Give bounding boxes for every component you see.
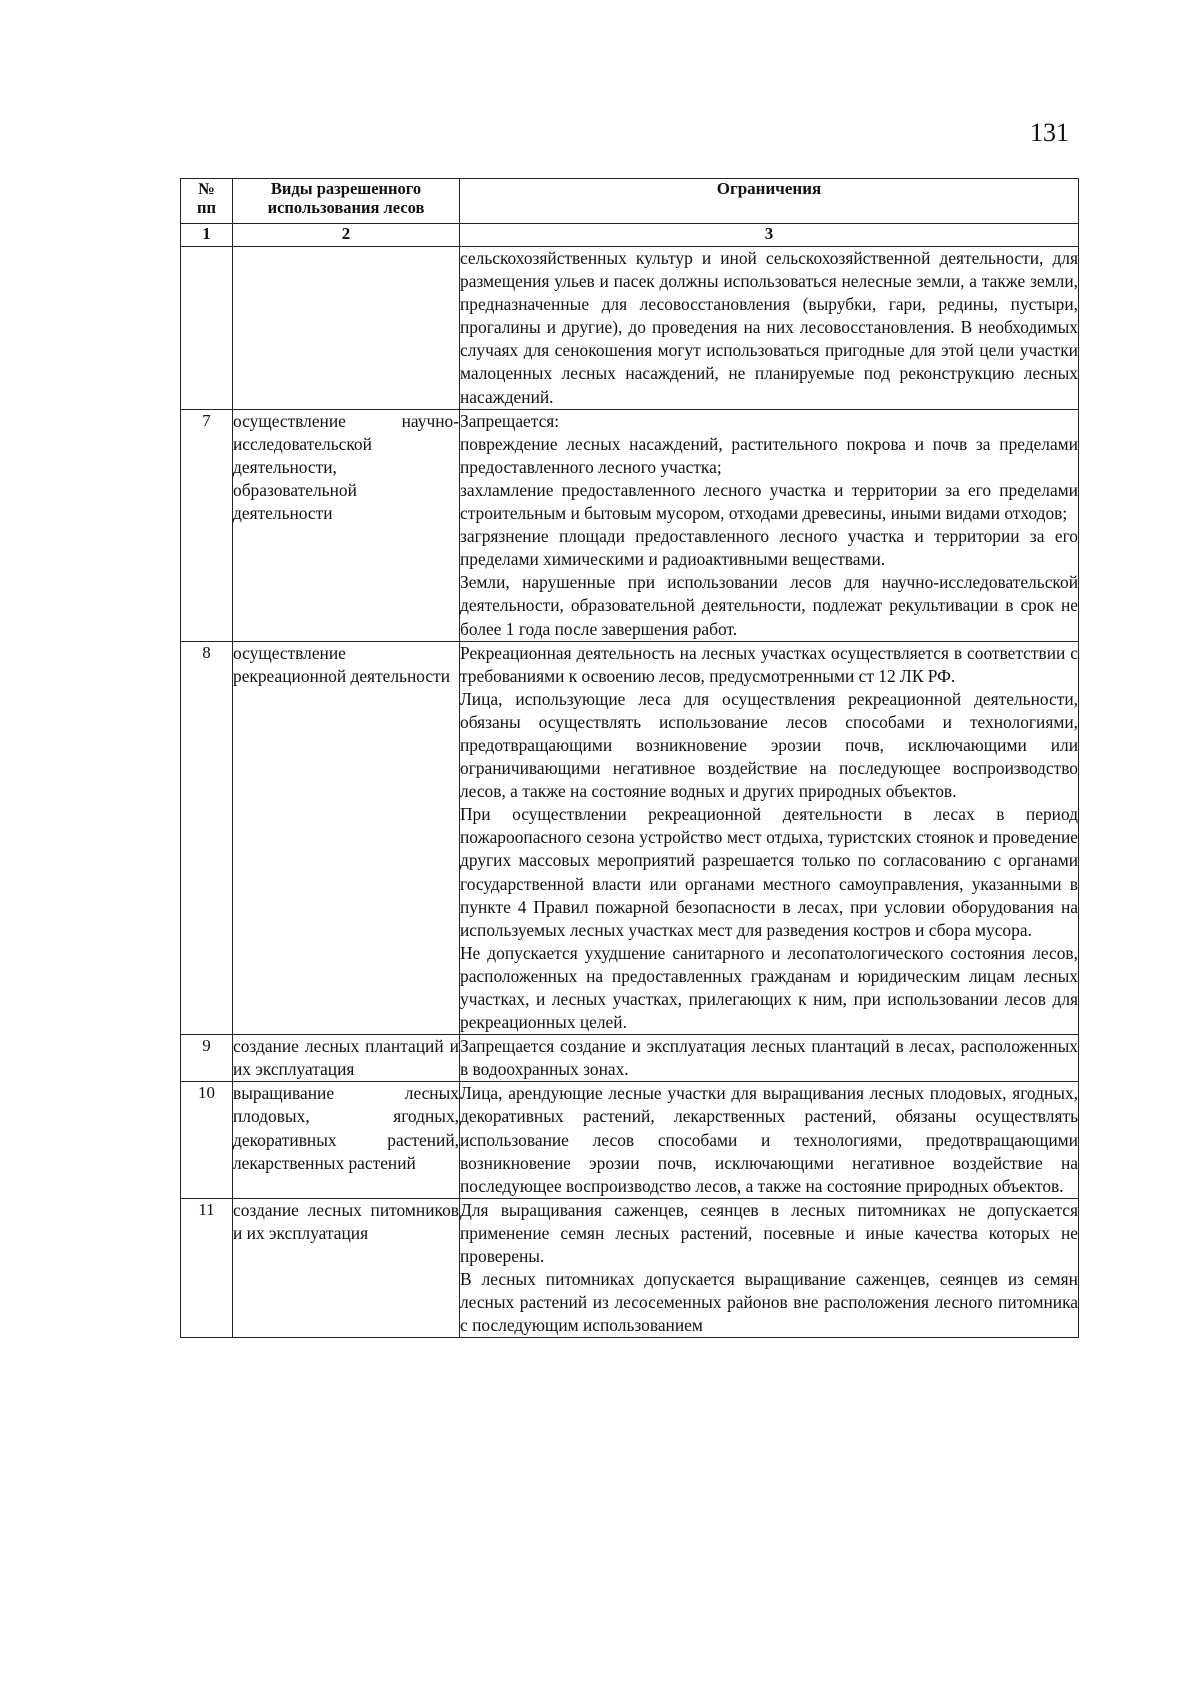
row-usage-kind: создание лесных питомников и их эксплуатация: [233, 1198, 460, 1338]
row-restrictions: [460, 1082, 1079, 1198]
restriction-paragraph: загрязнение площади предоставленного лесного участка и территории за его пределами химическими и радиоактивными веществами.: [460, 526, 1078, 570]
col-number-2: 2: [233, 224, 460, 247]
table-row: [181, 1082, 1079, 1198]
page-number: 131: [1030, 118, 1069, 147]
restriction-paragraph: Для выращивания саженцев, сеянцев в лесных питомниках не допускается применение семян лесных растений, посевные и иные качества которых не проверены.: [460, 1199, 1078, 1267]
row-number: [181, 247, 233, 410]
header-kind-line2: использования лесов: [267, 198, 425, 217]
row-number: 11: [181, 1198, 233, 1338]
restriction-paragraph: Земли, нарушенные при использовании лесов для научно-исследовательской деятельности, образовательной деятельности, подлежат рекультивации в срок не более 1 года после завершения работ.: [460, 572, 1078, 639]
row-restrictions: [460, 409, 1079, 641]
restriction-paragraph: При осуществлении рекреационной деятельности в лесах в период пожароопасного сезона устройство мест отдыха, туристских стоянок и проведение других массовых мероприятий разрешается только по согласованию с органами государственной власти или органами местного самоуправления, указанными в пункте 4 Правил пожарной безопасности в лесах, при условии оборудования на используемых лесных участках мест для разведения костров и сбора мусора.: [460, 804, 1078, 940]
header-number-line2: пп: [196, 198, 216, 217]
restriction-paragraph: повреждение лесных насаждений, растительного покрова и почв за пределами предоставленного лесного участка;: [460, 433, 1078, 477]
table-row: [181, 1198, 1079, 1338]
restriction-paragraph: сельскохозяйственных культур и иной сельскохозяйственной деятельности, для размещения ульев и пасек должны использоваться нелесные земли, а также земли, предназначенные для лесовосстановления (вырубки, гари, редины, пустыри, прогалины и другие), до проведения на них лесовосстановления. В необходимых случаях для сенокошения могут использоваться пригодные для этой цели участки малоценных лесных насаждений, не планируемые под реконструкцию лесных насаждений.: [460, 248, 1078, 407]
row-restrictions: [460, 1198, 1079, 1338]
row-restrictions: [460, 1035, 1079, 1082]
row-number: 10: [181, 1082, 233, 1198]
restriction-paragraph: Рекреационная деятельность на лесных участках осуществляется в соответствии с требованиями к освоению лесов, предусмотренными ст 12 ЛК РФ.: [460, 642, 1078, 686]
table-row: [181, 247, 1079, 410]
restriction-paragraph: Запрещается:: [460, 410, 560, 431]
row-number: 7: [181, 409, 233, 641]
col-number-1: 1: [181, 224, 233, 247]
header-kind: [233, 179, 460, 224]
row-usage-kind: [233, 247, 460, 410]
table-row: [181, 1035, 1079, 1082]
table-body: [181, 247, 1079, 1338]
restriction-paragraph: Лица, использующие леса для осуществления рекреационной деятельности, обязаны осуществлять использование лесов способами и технологиями, предотвращающими возникновение эрозии почв, исключающими или ограничивающими негативное воздействие на последующее воспроизводство лесов, а также на состояние водных и других природных объектов.: [460, 688, 1078, 802]
header-number-line1: №: [198, 179, 215, 198]
header-kind-line1: Виды разрешенного: [270, 179, 422, 198]
row-number: 9: [181, 1035, 233, 1082]
row-usage-kind: выращивание лесных плодовых, ягодных, декоративных растений, лекарственных растений: [233, 1082, 460, 1198]
restrictions-table: [180, 178, 1079, 1338]
restriction-paragraph: Не допускается ухудшение санитарного и лесопатологического состояния лесов, расположенных на предоставленных гражданам и юридическим лицам лесных участках, и лесных участках, прилегающих к ним, при использовании лесов для рекреационных целей.: [460, 942, 1078, 1033]
restriction-paragraph: Запрещается создание и эксплуатация лесных плантаций в лесах, расположенных в водоохранных зонах.: [460, 1036, 1078, 1080]
row-usage-kind: осуществление рекреационной деятельности: [233, 641, 460, 1035]
header-number: [181, 179, 233, 224]
col-number-3: 3: [460, 224, 1079, 247]
row-restrictions: [460, 247, 1079, 410]
restriction-paragraph: В лесных питомниках допускается выращивание саженцев, сеянцев из семян лесных растений из лесосеменных районов вне расположения лесного питомника с последующим использованием: [460, 1269, 1078, 1336]
row-restrictions: [460, 641, 1079, 1035]
restriction-paragraph: захламление предоставленного лесного участка и территории за его пределами строительным и бытовым мусором, отходами древесины, иными видами отходов;: [460, 479, 1078, 524]
row-usage-kind: осуществление научно-исследовательской деятельности, образовательной деятельности: [233, 409, 460, 641]
restriction-paragraph: Лица, арендующие лесные участки для выращивания лесных плодовых, ягодных, декоративных растений, лекарственных растений, обязаны осуществлять использование лесов способами и технологиями, предотвращающими возникновение эрозии почв, исключающими негативное воздействие на последующее воспроизводство лесов, а также на состояние природных объектов.: [460, 1083, 1078, 1196]
table-row: [181, 641, 1079, 1035]
row-usage-kind: создание лесных плантаций и их эксплуатация: [233, 1035, 460, 1082]
row-number: 8: [181, 641, 233, 1035]
header-restrictions: Ограничения: [460, 179, 1079, 224]
table-row: [181, 409, 1079, 641]
